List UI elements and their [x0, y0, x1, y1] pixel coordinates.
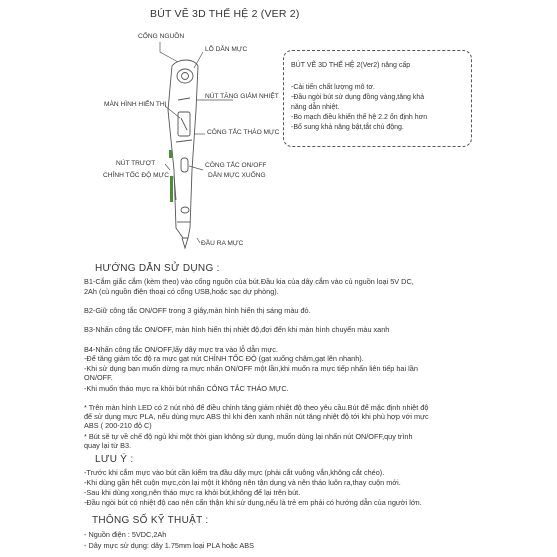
note-line: -Bo mạch điều khiển thế hệ 2.2 ổn định hơn	[291, 114, 428, 121]
guide-star-note-1: * Trên màn hình LED có 2 nút nhỏ để điều chỉnh tăng giảm nhiệt độ theo yêu cầu.Bút để mặc định nhiệt độ để sử dụng mực PLA, nếu dùng mực ABS thì khi đèn xanh nhấn nút tăng nhiệt độ tới khi phù hợp với mực ABS ( 200-210 độ C)	[84, 403, 429, 430]
guide-b4-stop: -Khi sử dụng bạn muốn dừng ra mực nhấn ON/OFF một lần,khi muốn ra mực tiếp nhấn liên tiếp hai lần ON/OFF.	[84, 364, 418, 382]
note-title: BÚT VẼ 3D THẾ HỆ 2(Ver2) nâng cấp	[291, 62, 411, 69]
page-title: BÚT VẼ 3D THẾ HỆ 2 (VER 2)	[150, 8, 300, 20]
label-ink-hole: LỖ DẪN MỰC	[205, 46, 248, 53]
caution-heading: LƯU Ý :	[95, 454, 134, 465]
label-feed-down: DẪN MỰC XUỐNG	[208, 172, 266, 179]
spec-line: - Nguồn điện : 5VDC,2Ah	[84, 530, 167, 539]
pen-body	[168, 60, 198, 238]
guide-b3: B3-Nhấn công tắc ON/OFF, màn hình hiển thị nhiệt độ,đợi đến khi màn hình chuyển màu xanh	[84, 325, 390, 334]
guide-b2: B2-Giữ công tắc ON/OFF trong 3 giây,màn hình hiển thị sáng màu đỏ.	[84, 306, 311, 315]
ink-hole	[177, 69, 193, 83]
label-unload-switch: CÔNG TẮC THÁO MỰC	[207, 129, 280, 136]
guide-b4: B4-Nhấn công tắc ON/OFF,lấy dây mực tra vào lỗ dẫn mực.	[84, 345, 278, 354]
specs-heading: THÔNG SỐ KỸ THUẬT :	[92, 515, 209, 526]
note-line: -Cải tiến chất lượng mô tơ.	[291, 84, 375, 91]
onoff-switch-shape	[181, 158, 188, 172]
guide-b4-unload: -Khi muốn tháo mực ra khỏi bút nhấn CÔNG TẮC THÁO MỰC.	[84, 384, 289, 393]
caution-line: -Trước khi cắm mực vào bút cần kiểm tra đầu dây mực (phải cắt vuông vắn,không cắt chéo).	[84, 468, 385, 477]
label-display: MÀN HÌNH HIỂN THỊ	[104, 101, 167, 108]
guide-heading: HƯỚNG DẪN SỬ DỤNG :	[95, 263, 220, 274]
note-line: -Đầu ngòi bút sử dụng đồng vàng,tăng khả	[291, 94, 425, 101]
label-speed: CHỈNH TỐC ĐỘ MỰC	[103, 172, 169, 179]
guide-star-note-2: * Bút sẽ tự về chế độ ngủ khi một thời gian không sử dụng, muốn dùng lại nhấn nút ON/OFF,quy trình quay lại từ B3.	[84, 432, 413, 450]
label-heat-button: NÚT TĂNG GIẢM NHIỆT	[205, 93, 279, 100]
guide-b1-line1: B1-Cắm giắc cắm (kèm theo) vào cổng nguồn của bút.Đầu kia của dây cắm vào củ nguồn loại 5V DC,	[84, 277, 414, 286]
guide-b1-line2: 2Ah (củ nguồn điện thoại có cổng USB,hoặc sạc dự phòng).	[84, 287, 279, 296]
note-line: năng dẫn nhiệt.	[291, 104, 340, 111]
label-power-port: CỔNG NGUỒN	[138, 33, 185, 40]
caution-line: -Đầu ngòi bút có nhiệt độ cao nên cẩn thận khi sử dụng,nếu là trẻ em phải có hướng dẫn của người lớn.	[84, 498, 422, 507]
label-slider: NÚT TRƯỢT	[116, 160, 156, 167]
caution-line: -Sau khi dùng xong,nên tháo mực ra khỏi bút,không để lại trên bút.	[84, 488, 301, 497]
label-nozzle: ĐẦU RA MỰC	[201, 240, 244, 247]
guide-b4-speed: -Để tăng giảm tốc độ ra mực gạt nút CHỈNH TỐC ĐỘ (gạt xuống chậm,gạt lên nhanh).	[84, 354, 364, 363]
caution-line: -Khi dùng gần hết cuộn mực,còn lại một ít không nên tận dụng và nên tháo luôn ra,thay cuộn mới.	[84, 478, 401, 487]
note-line: -Bổ sung khả năng bật,tắt chủ động.	[291, 124, 404, 131]
spec-line: - Dây mực sử dụng: dây 1.75mm loại PLA hoặc ABS	[84, 541, 254, 550]
label-onoff-switch: CÔNG TẮC ON/OFF	[205, 162, 267, 169]
